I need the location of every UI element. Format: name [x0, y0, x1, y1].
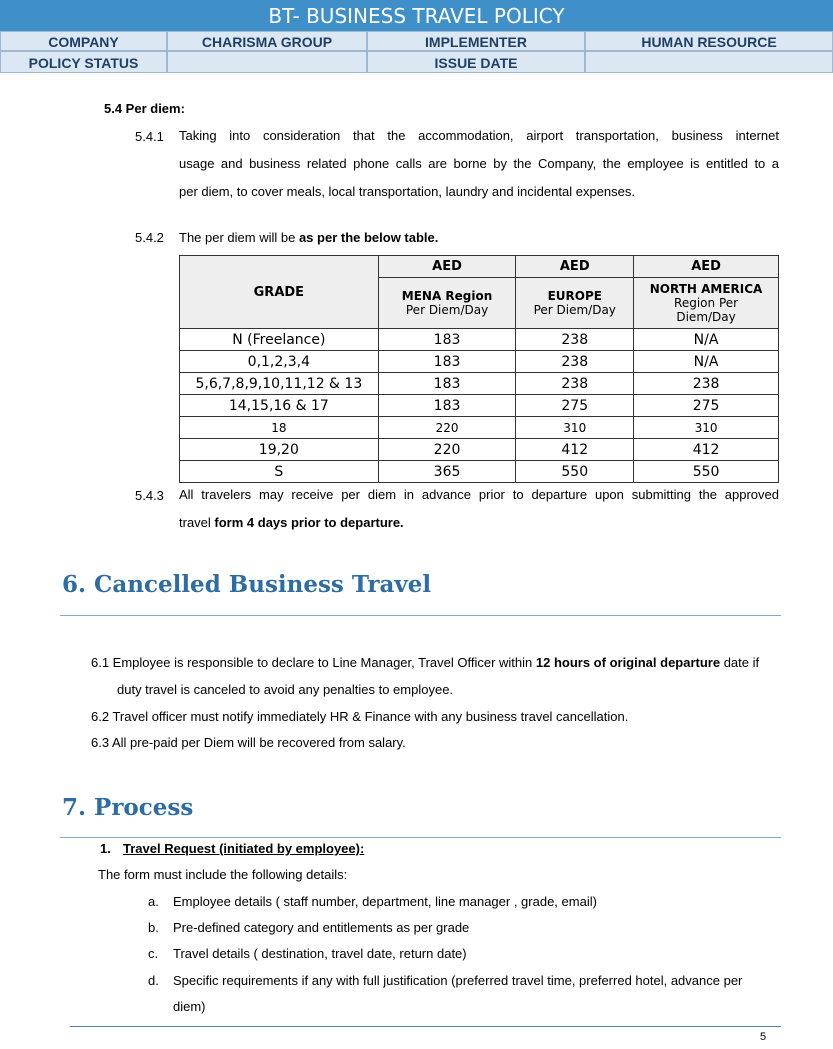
- europe-cell: 238: [516, 329, 634, 351]
- north-america-cell: 310: [634, 417, 779, 439]
- item-6-1-text: 6.1 Employee is responsible to declare to Line Manager, Travel Officer within: [91, 655, 536, 670]
- north-america-cell: 238: [634, 373, 779, 395]
- header-europe: [516, 278, 634, 329]
- item-6-2: 6.2 Travel officer must notify immediately HR & Finance with any business travel cancellation.: [91, 709, 629, 724]
- value-policy-status: [167, 51, 367, 73]
- mena-cell: 183: [378, 373, 516, 395]
- europe-sub: Per Diem/Day: [533, 303, 616, 317]
- header-mena: [378, 278, 516, 329]
- north-america-cell: 275: [634, 395, 779, 417]
- document-title: BT- BUSINESS TRAVEL POLICY: [0, 0, 833, 31]
- section-6-title: 6. Cancelled Business Travel: [62, 571, 432, 598]
- grade-cell: 5,6,7,8,9,10,11,12 & 13: [180, 373, 379, 395]
- table-row: [180, 395, 779, 417]
- item-6-1-bold: 12 hours of original departure: [535, 655, 721, 670]
- table-row: [180, 373, 779, 395]
- mena-cell: 183: [378, 395, 516, 417]
- mena-cell: 183: [378, 351, 516, 373]
- label-issue-date: ISSUE DATE: [367, 51, 585, 73]
- grade-cell: 18: [180, 417, 379, 439]
- section-5-4-heading: 5.4 Per diem:: [104, 101, 185, 116]
- north-america-cell: N/A: [634, 329, 779, 351]
- north-america-title: NORTH AMERICA: [649, 282, 763, 296]
- table-row: [180, 461, 779, 483]
- page-number: 5: [760, 1031, 767, 1043]
- currency-mena: AED: [378, 256, 516, 278]
- item-6-1-tail: date if: [720, 655, 760, 670]
- europe-cell: 238: [516, 373, 634, 395]
- mena-cell: 220: [378, 417, 516, 439]
- para-5-4-3-line-2: [179, 509, 779, 537]
- item-1-number: 1.: [100, 841, 111, 856]
- mena-cell: 220: [378, 439, 516, 461]
- list-letter: d.: [148, 973, 159, 988]
- per-diem-table: [179, 255, 779, 483]
- grade-cell: 0,1,2,3,4: [180, 351, 379, 373]
- grade-cell: 19,20: [180, 439, 379, 461]
- item-1-title: Travel Request (initiated by employee):: [123, 841, 365, 856]
- north-america-cell: 412: [634, 439, 779, 461]
- table-row: [180, 329, 779, 351]
- value-implementer: HUMAN RESOURCE: [585, 31, 833, 51]
- para-5-4-1-line-1: Taking into consideration that the accommodation, airport transportation, business internet: [179, 128, 779, 143]
- list-item: Pre-defined category and entitlements as per grade: [173, 920, 470, 935]
- para-5-4-1-number: 5.4.1: [135, 129, 164, 144]
- para-5-4-3: [179, 481, 779, 537]
- list-item: Employee details ( staff number, department, line manager , grade, email): [173, 894, 597, 909]
- section-7-title: 7. Process: [62, 794, 194, 821]
- para-5-4-3-number: 5.4.3: [135, 488, 164, 503]
- value-company: CHARISMA GROUP: [167, 31, 367, 51]
- para-5-4-2: [179, 230, 438, 246]
- para-5-4-1-line-2: usage and business related phone calls are borne by the Company, the employee is entitled to a: [179, 156, 779, 171]
- north-america-cell: 550: [634, 461, 779, 483]
- item-6-1-line-2: duty travel is canceled to avoid any penalties to employee.: [117, 682, 454, 697]
- para-5-4-1-line-3: per diem, to cover meals, local transportation, laundry and incidental expenses.: [179, 184, 635, 199]
- currency-europe: AED: [516, 256, 634, 278]
- table-row: [180, 351, 779, 373]
- value-issue-date: [585, 51, 833, 73]
- para-5-4-3-text: travel: [179, 515, 215, 530]
- mena-sub: Per Diem/Day: [405, 303, 489, 317]
- list-letter: a.: [148, 894, 159, 909]
- north-america-sub: Region Per Diem/Day: [674, 296, 739, 324]
- process-intro: The form must include the following details:: [98, 867, 348, 882]
- para-5-4-2-text: The per diem will be: [179, 230, 299, 245]
- europe-cell: 310: [516, 417, 634, 439]
- europe-cell: 238: [516, 351, 634, 373]
- mena-title: MENA Region: [401, 289, 493, 303]
- label-policy-status: POLICY STATUS: [0, 51, 167, 73]
- para-5-4-3-line-1: All travelers may receive per diem in advance prior to departure upon submitting the approved: [179, 487, 779, 502]
- grade-header: GRADE: [180, 256, 379, 329]
- europe-cell: 412: [516, 439, 634, 461]
- north-america-cell: N/A: [634, 351, 779, 373]
- currency-north-america: AED: [634, 256, 779, 278]
- header-north-america: [634, 278, 779, 329]
- footer-divider: [70, 1026, 781, 1027]
- para-5-4-3-bold: form 4 days prior to departure.: [214, 515, 404, 530]
- europe-cell: 550: [516, 461, 634, 483]
- item-6-1: [91, 655, 759, 671]
- table-header-row-currency: [180, 256, 779, 278]
- para-5-4-1: [179, 122, 779, 206]
- table-row: [180, 439, 779, 461]
- list-item: Travel details ( destination, travel date, return date): [173, 946, 467, 961]
- list-letter: c.: [148, 946, 159, 961]
- table-row: [180, 417, 779, 439]
- europe-cell: 275: [516, 395, 634, 417]
- grade-cell: N (Freelance): [180, 329, 379, 351]
- grade-cell: 14,15,16 & 17: [180, 395, 379, 417]
- label-company: COMPANY: [0, 31, 167, 51]
- para-5-4-2-bold: as per the below table.: [298, 230, 439, 245]
- europe-title: EUROPE: [547, 289, 602, 303]
- list-item-continuation: diem): [173, 999, 206, 1014]
- mena-cell: 365: [378, 461, 516, 483]
- label-implementer: IMPLEMENTER: [367, 31, 585, 51]
- para-5-4-2-number: 5.4.2: [135, 230, 164, 245]
- section-6-divider: [60, 615, 781, 616]
- list-letter: b.: [148, 920, 159, 935]
- list-item: Specific requirements if any with full justification (preferred travel time, preferred hotel, advance per: [173, 973, 743, 988]
- item-6-3: 6.3 All pre-paid per Diem will be recovered from salary.: [91, 735, 406, 750]
- section-7-divider: [60, 837, 781, 838]
- grade-cell: S: [180, 461, 379, 483]
- mena-cell: 183: [378, 329, 516, 351]
